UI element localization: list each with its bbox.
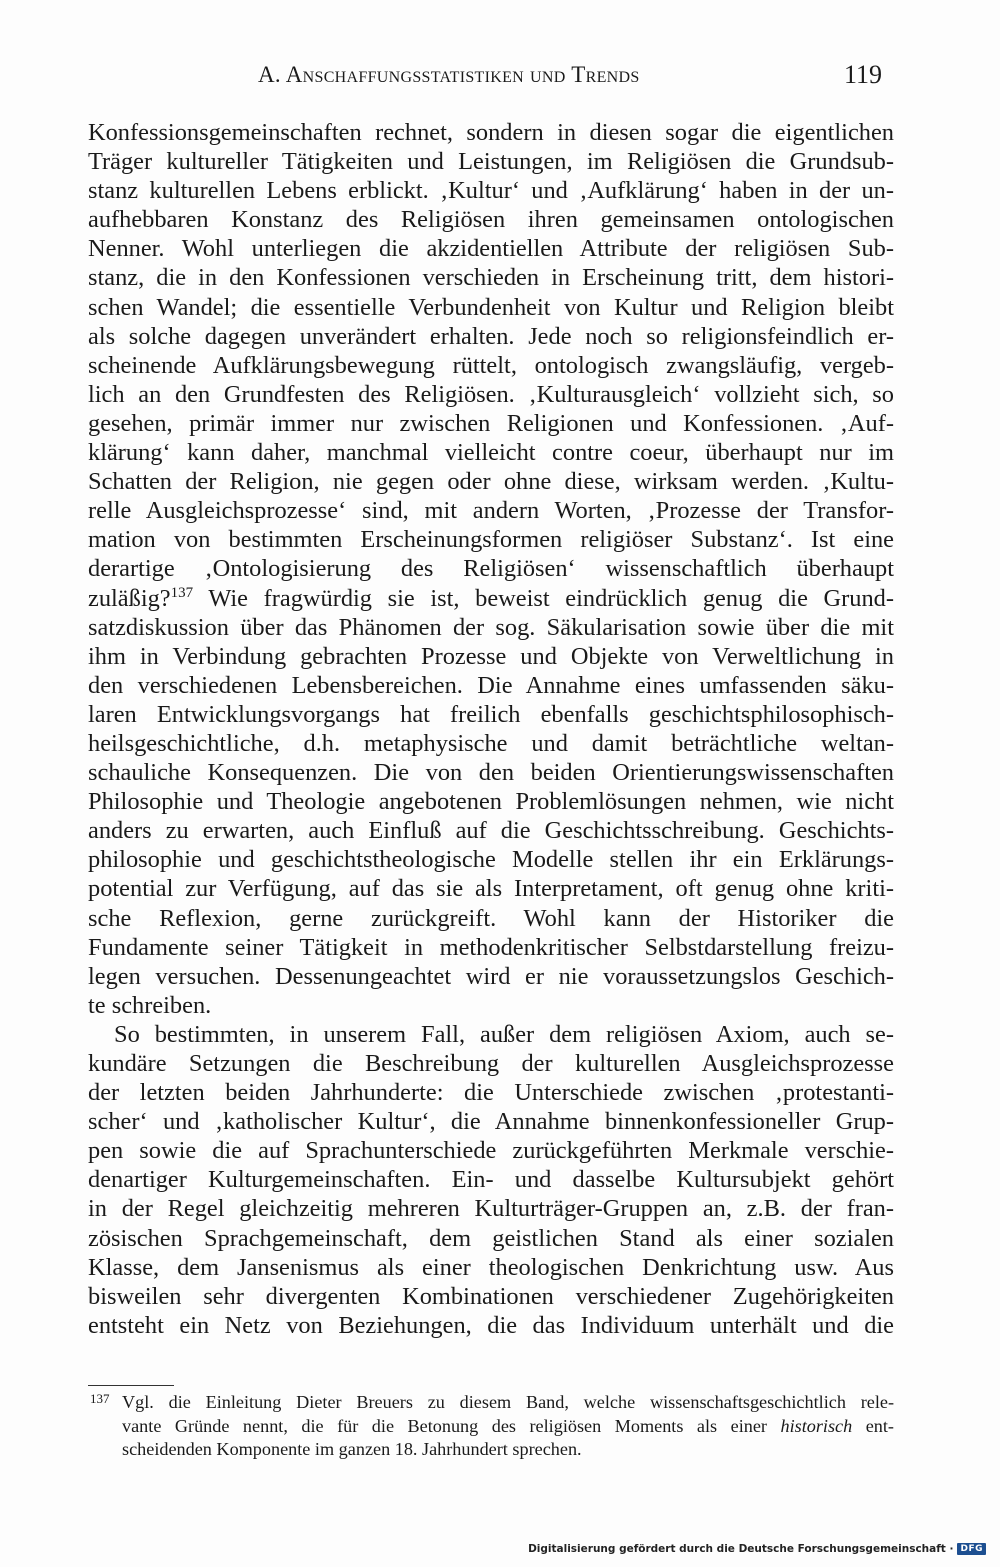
text-line: anders zu erwarten, auch Einfluß auf die Geschichtsschreibung. Geschichts- xyxy=(88,817,894,845)
text-line: gesehen, primär immer nur zwischen Religionen und Konfessionen. ‚Auf- xyxy=(88,409,894,437)
text-line: denartiger Kulturgemeinschaften. Ein- und dasselbe Kultursubjekt gehört xyxy=(88,1166,894,1194)
text-line: schauliche Konsequenzen. Die von den beiden Orientierungswissenschaften xyxy=(88,759,894,787)
text-line: schen Wandel; die essentielle Verbundenheit von Kultur und Religion bleibt xyxy=(88,293,894,321)
text-line: satzdiskussion über das Phänomen der sog. Säkularisation sowie über die mit xyxy=(88,613,894,641)
page-number: 119 xyxy=(844,60,883,89)
text-line: laren Entwicklungsvorgangs hat freilich ebenfalls geschichtsphilosophisch- xyxy=(88,700,894,728)
text-line: mation von bestimmten Erscheinungsformen religiöser Substanz‘. Ist eine xyxy=(88,526,894,554)
text-line: scheinende Aufklärungsbewegung rüttelt, ontologisch zwangsläufig, vergeb- xyxy=(88,351,894,379)
text-line: So bestimmten, in unserem Fall, außer dem religiösen Axiom, auch se- xyxy=(114,1020,894,1048)
text-line: scher‘ und ‚katholischer Kultur‘, die Annahme binnenkonfessioneller Grup- xyxy=(88,1108,894,1136)
text-line: zösischen Sprachgemeinschaft, dem geistlichen Stand als einer sozialen xyxy=(88,1224,894,1252)
text-line: pen sowie die auf Sprachunterschiede zurückgeführten Merkmale verschie- xyxy=(88,1137,894,1165)
text-line xyxy=(88,584,894,613)
running-header xyxy=(0,62,1000,92)
banner-text: Digitalisierung gefördert durch die Deutsche Forschungsgemeinschaft · xyxy=(528,1543,954,1555)
text-line: in der Regel gleichzeitig mehreren Kulturträger-Gruppen an, z.B. der fran- xyxy=(88,1195,894,1223)
text-line: aufhebbaren Konstanz des Religiösen ihren gemeinsamen ontologischen xyxy=(88,206,894,234)
text-line: Philosophie und Theologie angebotenen Problemlösungen nehmen, wie nicht xyxy=(88,788,894,816)
text-line: als solche dagegen unverändert erhalten. Jede noch so religionsfeindlich er- xyxy=(88,322,894,350)
text-line: te schreiben. xyxy=(88,991,212,1019)
text-line: ihm in Verbindung gebrachten Prozesse und Objekte von Verweltlichung in xyxy=(88,642,894,670)
text-line: der letzten beiden Jahrhunderte: die Unterschiede zwischen ‚protestanti- xyxy=(88,1079,894,1107)
text-line: stanz, die in den Konfessionen verschieden in Erscheinung tritt, dem histori- xyxy=(88,264,894,292)
footnote-number: 137 xyxy=(90,1391,110,1406)
text-line: entsteht ein Netz von Beziehungen, die das Individuum unterhält und die xyxy=(88,1311,894,1339)
footnote-ref[interactable]: 137 xyxy=(170,584,194,601)
footnote-line: Vgl. die Einleitung Dieter Breuers zu diesem Band, welche wissenschaftsgeschichtlich rele- xyxy=(122,1392,894,1412)
running-title: A. Anschaffungsstatistiken und Trends xyxy=(258,62,640,87)
text-line: heilsgeschichtliche, d.h. metaphysische und damit beträchtliche weltan- xyxy=(88,729,894,757)
emphasis-text: historisch xyxy=(780,1415,853,1436)
text-segment: ent- xyxy=(852,1415,894,1436)
text-line: Klasse, dem Jansenismus als einer theologischen Denkrichtung usw. Aus xyxy=(88,1253,894,1281)
text-segment: zuläßig? xyxy=(88,584,171,612)
text-line: philosophie und geschichtstheologische Modelle stellen ihr ein Erklärungs- xyxy=(88,846,894,874)
text-line: relle Ausgleichsprozesse‘ sind, mit andern Worten, ‚Prozesse der Transfor- xyxy=(88,497,894,525)
text-segment: Wie fragwürdig sie ist, beweist eindrücklich genug die Grund- xyxy=(193,584,894,612)
text-line: bisweilen sehr divergenten Kombinationen verschiedener Zugehörigkeiten xyxy=(88,1282,894,1310)
text-line: klärung‘ kann daher, manchmal vielleicht contre coeur, überhaupt nur im xyxy=(88,439,894,467)
text-line: lich an den Grundfesten des Religiösen. ‚Kulturausgleich‘ vollzieht sich, so xyxy=(88,380,894,408)
text-line: derartige ‚Ontologisierung des Religiösen‘ wissenschaftlich überhaupt xyxy=(88,555,894,583)
text-line: sche Reflexion, gerne zurückgreift. Wohl kann der Historiker die xyxy=(88,904,894,932)
text-segment: vante Gründe nennt, die für die Betonung des religiösen Moments als einer xyxy=(122,1415,781,1436)
text-line: Schatten der Religion, nie gegen oder ohne diese, wirksam werden. ‚Kultu- xyxy=(88,468,894,496)
footnote-line xyxy=(88,1415,894,1439)
text-line: Konfessionsgemeinschaften rechnet, sondern in diesen sogar die eigentlichen xyxy=(88,119,894,146)
text-line: Nenner. Wohl unterliegen die akzidentiellen Attribute der religiösen Sub- xyxy=(88,235,894,263)
text-line: Träger kultureller Tätigkeiten und Leistungen, im Religiösen die Grundsub- xyxy=(88,148,894,176)
footnote-line: scheidenden Komponente im ganzen 18. Jahrhundert sprechen. xyxy=(122,1439,582,1459)
footnote xyxy=(88,1391,894,1462)
body-text xyxy=(88,118,894,1340)
text-line: Fundamente seiner Tätigkeit in methodenkritischer Selbstdarstellung freizu- xyxy=(88,933,894,961)
text-line: den verschiedenen Lebensbereichen. Die Annahme eines umfassenden säku- xyxy=(88,671,894,699)
footnote-divider xyxy=(88,1385,174,1386)
text-line: kundäre Setzungen die Beschreibung der kulturellen Ausgleichsprozesse xyxy=(88,1050,894,1077)
dfg-logo-icon: DFG xyxy=(957,1543,986,1555)
text-line: stanz kulturellen Lebens erblickt. ‚Kultur‘ und ‚Aufklärung‘ haben in der un- xyxy=(88,177,894,205)
text-line: potential zur Verfügung, auf das sie als Interpretament, oft genug ohne kriti- xyxy=(88,875,894,903)
digitization-banner xyxy=(528,1541,986,1557)
text-line: legen versuchen. Dessenungeachtet wird er nie voraussetzungslos Geschich- xyxy=(88,962,894,990)
